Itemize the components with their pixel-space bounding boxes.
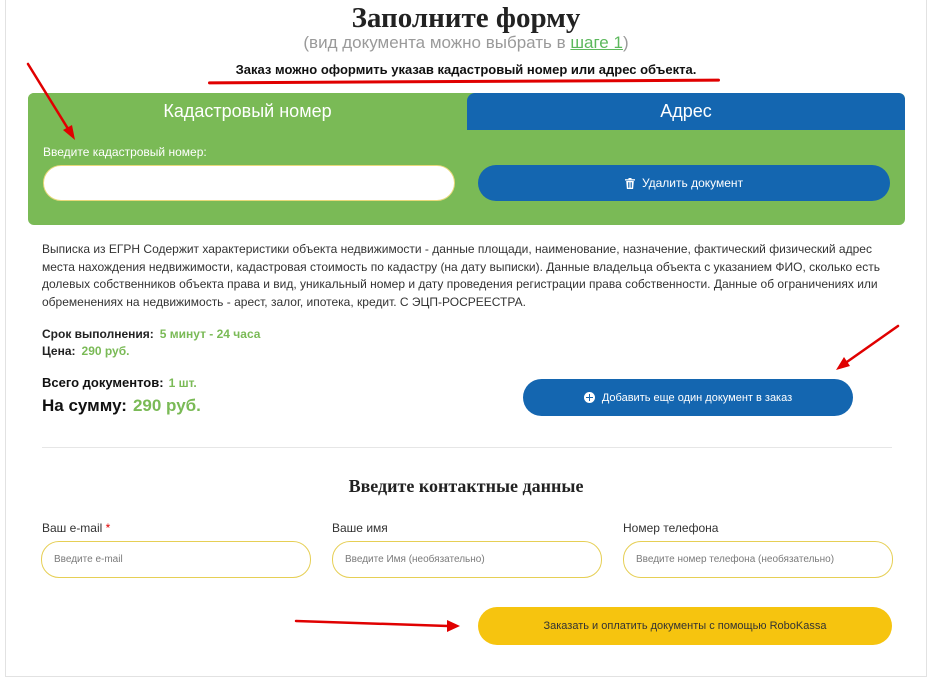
add-document-label: Добавить еще один документ в заказ [601,391,793,404]
document-description: Выписка из ЕГРН Содержит характеристики объекта недвижимости - данные площади, наименование, назначение, фактический физический адрес места нахождения недвижимости, кадастровая стоимость по кадастру (на дату выписки). Данные владельца объекта с указанием ФИО, сколько есть долевых собственников объекта права и вид, уникальный номер и дату проведения регистрации права собственности. Данные об ограничениях или обременениях на недвижимость - арест, залог, ипотека, кредит. С ЭЦП-РОСРЕЕСТРА. [42,242,880,309]
robokassa-pay-button[interactable]: Заказать и оплатить документы с помощью RoboKassa [478,607,892,645]
red-arrow-icon [292,614,464,634]
trash-icon [625,178,635,189]
name-input[interactable] [332,541,602,578]
email-label-text: Ваш e-mail [42,521,103,535]
cadastral-number-input[interactable] [43,165,455,201]
page-title: Заполните форму [351,2,581,34]
delete-document-button[interactable] [478,165,890,201]
tab-address[interactable]: Адрес [467,93,905,130]
term-label: Срок выполнения: [42,327,154,341]
add-document-button[interactable] [523,379,853,416]
required-mark: * [105,521,111,535]
order-notice: Заказ можно оформить указав кадастровый номер или адрес объекта. [235,62,697,77]
search-panel [28,93,905,225]
contacts-title: Введите контактные данные [348,476,584,496]
red-arrow-icon [830,322,902,374]
name-label: Ваше имя [332,521,388,535]
price-label: Цена: [42,344,76,358]
phone-input[interactable] [623,541,893,578]
phone-label: Номер телефона [623,521,719,535]
price-value: 290 руб. [81,344,130,358]
email-label [42,521,110,535]
delete-document-label: Удалить документ [641,176,744,190]
tab-cadastral-number[interactable]: Кадастровый номер [28,93,467,130]
total-sum-row [42,396,201,416]
plus-circle-icon [584,392,595,403]
email-input[interactable] [41,541,311,578]
total-sum-label: На сумму: [42,396,127,415]
cadastral-number-label: Введите кадастровый номер: [43,145,207,159]
term-row [42,327,260,341]
page-subtitle [0,33,932,53]
total-sum-value: 290 руб. [132,396,201,415]
total-documents-row [42,375,197,390]
subtitle-prefix: (вид документа можно выбрать в [303,33,571,52]
term-value: 5 минут - 24 часа [159,327,261,341]
total-documents-value: 1 шт. [168,376,197,390]
price-row [42,344,129,358]
total-documents-label: Всего документов: [42,375,164,390]
red-arrow-icon [24,60,80,144]
step-1-link[interactable]: шаге 1 [570,33,623,52]
subtitle-suffix: ) [622,33,629,52]
section-divider [42,447,892,448]
